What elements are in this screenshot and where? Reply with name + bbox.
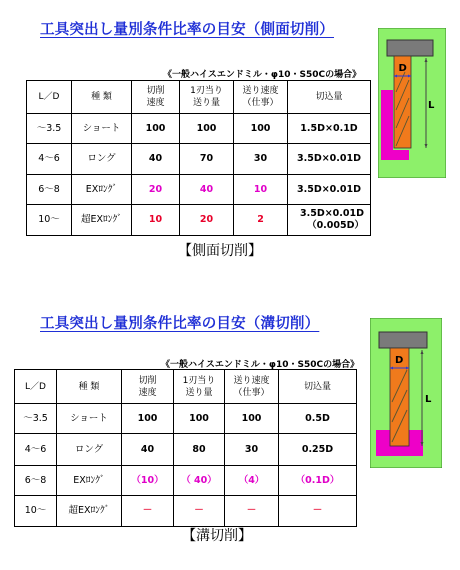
- workpiece-base: [381, 150, 409, 160]
- cell-feed-rate: （4）: [225, 466, 279, 496]
- header-cutting-speed: 切削 速度: [122, 370, 174, 404]
- section-caption: 【溝切削】: [182, 528, 252, 544]
- header-ld: L／D: [15, 370, 57, 404]
- cell-feed-rate: 2: [234, 205, 288, 236]
- cell-ld: 6～8: [27, 175, 72, 205]
- header-type: 種 類: [57, 370, 122, 404]
- cell-depth-of-cut: （0.1D）: [279, 466, 357, 496]
- cell-cutting-speed: 10: [132, 205, 180, 236]
- header-cutting-speed: 切削 速度: [132, 81, 180, 114]
- cell-depth-of-cut: 0.5D: [279, 404, 357, 434]
- cell-ld: 4～6: [15, 434, 57, 466]
- table-header-row: [27, 81, 371, 114]
- cell-ld: 10～: [27, 205, 72, 236]
- cell-type: ショート: [57, 404, 122, 434]
- header-type: 種 類: [72, 81, 132, 114]
- cell-feed-rate: 100: [234, 114, 288, 144]
- table-header-row: [15, 370, 357, 404]
- table-row: [27, 114, 371, 144]
- cell-feed-per-tooth: 70: [180, 144, 234, 175]
- cell-type: ロング: [57, 434, 122, 466]
- condition-note: 《一般ハイスエンドミル・φ10・S50Cの場合》: [161, 360, 360, 370]
- cell-cutting-speed: 100: [132, 114, 180, 144]
- conditions-table: [26, 80, 371, 236]
- cell-type: 超EXﾛﾝｸﾞ: [72, 205, 132, 236]
- cell-ld: 6～8: [15, 466, 57, 496]
- cell-cutting-speed: 40: [132, 144, 180, 175]
- cell-type: ショート: [72, 114, 132, 144]
- section-slot-cutting: [0, 285, 460, 570]
- cell-cutting-speed: 20: [132, 175, 180, 205]
- header-feed-per-tooth: 1刃当り 送り量: [174, 370, 225, 404]
- cell-type: 超EXﾛﾝｸﾞ: [57, 496, 122, 527]
- cell-depth-of-cut: －: [279, 496, 357, 527]
- cell-type: EXﾛﾝｸﾞ: [72, 175, 132, 205]
- header-depth-of-cut: 切込量: [279, 370, 357, 404]
- cell-cutting-speed: 100: [122, 404, 174, 434]
- conditions-table: [14, 369, 357, 527]
- cell-feed-per-tooth: 40: [180, 175, 234, 205]
- cell-cutting-speed: 40: [122, 434, 174, 466]
- cell-ld: 10～: [15, 496, 57, 527]
- cell-feed-rate: 30: [234, 144, 288, 175]
- cell-feed-per-tooth: 100: [180, 114, 234, 144]
- cell-feed-rate: －: [225, 496, 279, 527]
- cell-feed-per-tooth: 100: [174, 404, 225, 434]
- cell-type: EXﾛﾝｸﾞ: [57, 466, 122, 496]
- cell-feed-rate: 10: [234, 175, 288, 205]
- cell-ld: ～3.5: [27, 114, 72, 144]
- header-feed-per-tooth: 1刃当り 送り量: [180, 81, 234, 114]
- header-depth-of-cut: 切込量: [288, 81, 371, 114]
- cell-ld: ～3.5: [15, 404, 57, 434]
- cell-feed-per-tooth: －: [174, 496, 225, 527]
- cell-feed-rate: 30: [225, 434, 279, 466]
- header-feed-rate: 送り速度 （仕事）: [225, 370, 279, 404]
- slot-cutting-diagram: [370, 318, 442, 468]
- cell-feed-per-tooth: 80: [174, 434, 225, 466]
- cell-depth-of-cut: 1.5D×0.1D: [288, 114, 371, 144]
- cell-depth-of-cut: 3.5D×0.01D （0.005D）: [288, 205, 371, 236]
- header-ld: L／D: [27, 81, 72, 114]
- section-title: 工具突出し量別条件比率の目安（溝切削）: [40, 316, 320, 332]
- table-row: [27, 175, 371, 205]
- side-cutting-diagram: [378, 28, 446, 178]
- length-label: L: [428, 100, 435, 111]
- cell-depth-of-cut: 0.25D: [279, 434, 357, 466]
- table-row: [15, 496, 357, 527]
- cell-cutting-speed: －: [122, 496, 174, 527]
- cell-type: ロング: [72, 144, 132, 175]
- workpiece-shape: [381, 90, 393, 160]
- section-caption: 【側面切削】: [178, 243, 262, 259]
- cell-depth-of-cut: 3.5D×0.01D: [288, 175, 371, 205]
- table-row: [27, 205, 371, 236]
- workpiece-bottom: [376, 446, 423, 456]
- table-row: [15, 404, 357, 434]
- section-title: 工具突出し量別条件比率の目安（側面切削）: [40, 22, 334, 38]
- cell-feed-per-tooth: （ 40）: [174, 466, 225, 496]
- diameter-label: D: [398, 63, 407, 74]
- cell-depth-of-cut: 3.5D×0.01D: [288, 144, 371, 175]
- header-feed-rate: 送り速度 （仕事）: [234, 81, 288, 114]
- cell-cutting-speed: （10）: [122, 466, 174, 496]
- table-row: [27, 144, 371, 175]
- cell-feed-per-tooth: 20: [180, 205, 234, 236]
- table-row: [15, 434, 357, 466]
- cell-feed-rate: 100: [225, 404, 279, 434]
- tool-holder: [387, 40, 433, 56]
- cell-ld: 4～6: [27, 144, 72, 175]
- diameter-label: D: [395, 355, 404, 366]
- table-row: [15, 466, 357, 496]
- length-label: L: [425, 394, 432, 405]
- condition-note: 《一般ハイスエンドミル・φ10・S50Cの場合》: [163, 70, 362, 80]
- tool-holder: [379, 332, 427, 348]
